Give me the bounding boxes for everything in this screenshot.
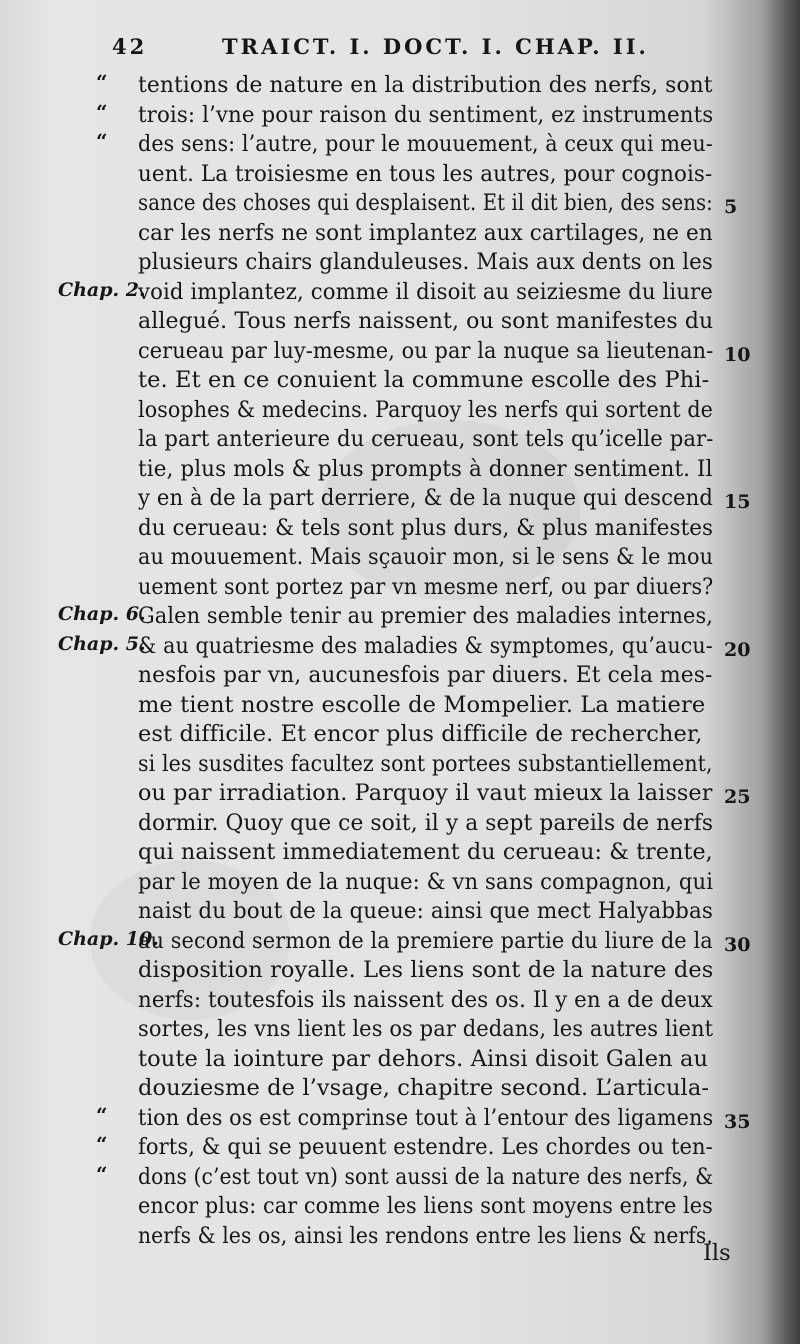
line-text: encor plus: car comme les liens sont moyens entre les — [138, 1193, 713, 1219]
quotation-marker: “ — [96, 1132, 108, 1156]
line-text: y en à de la part derriere, & de la nuque qui descend — [138, 485, 713, 511]
line-text: void implantez, comme il disoit au seiziesme du liure — [138, 278, 713, 305]
line-text: nerfs & les os, ainsi les rendons entre les liens & nerfs. — [138, 1222, 713, 1249]
page-number: 42 — [112, 34, 148, 59]
line-text: & au quatriesme des maladies & symptomes, qu’aucu- — [138, 632, 713, 659]
line-text: cerueau par luy-mesme, ou par la nuque sa lieutenan- — [138, 337, 714, 364]
line-text: douziesme de l’vsage, chapitre second. L’articula- — [138, 1075, 710, 1101]
line-text: nerfs: toutesfois ils naissent des os. Il y en a de deux — [138, 986, 713, 1013]
line-text: toute la iointure par dehors. Ainsi disoit Galen au — [138, 1045, 709, 1072]
line-text: au mouuement. Mais sçauoir mon, si le sens & le mou — [138, 544, 714, 570]
line-text: du cerueau: & tels sont plus durs, & plus manifestes — [138, 514, 714, 541]
line-text: nesfois par vn, aucunesfois par diuers. Et cela mes- — [138, 662, 713, 688]
line-text: forts, & qui se peuuent estendre. Les chordes ou ten- — [138, 1134, 713, 1160]
margin-reference: Chap. 10. — [58, 927, 159, 950]
line-number: 10 — [724, 343, 751, 366]
quotation-marker: “ — [96, 99, 108, 124]
line-number: 5 — [724, 196, 738, 218]
line-text: sortes, les vns lient les os par dedans, les autres lient — [138, 1016, 714, 1042]
line-text: me tient nostre escolle de Mompelier. La matiere — [138, 691, 706, 718]
margin-reference: Chap. 2. — [58, 278, 146, 301]
line-number: 30 — [724, 933, 751, 956]
margin-reference: Chap. 6. — [58, 603, 146, 625]
line-text: uent. La troisiesme en tous les autres, pour cognois- — [138, 160, 713, 187]
line-number: 35 — [724, 1110, 751, 1133]
line-text: des sens: l’autre, pour le mouuement, à ceux qui meu- — [138, 131, 713, 157]
running-title: TRAICT. I. DOCT. I. CHAP. II. — [222, 34, 649, 59]
text-line — [0, 1221, 800, 1255]
line-text: dormir. Quoy que ce soit, il y a sept pareils de nerfs — [138, 809, 714, 836]
line-text: losophes & medecins. Parquoy les nerfs qui sortent de — [138, 396, 713, 423]
line-text: te. Et en ce conuient la commune escolle des Phi- — [138, 367, 710, 393]
line-text: au second sermon de la premiere partie du liure de la — [138, 927, 713, 954]
line-text: disposition royalle. Les liens sont de la nature des — [138, 957, 714, 983]
quotation-marker: “ — [96, 1102, 108, 1127]
quotation-marker: “ — [96, 1161, 108, 1186]
line-number: 15 — [724, 491, 751, 513]
line-text: ou par irradiation. Parquoy il vaut mieux la laisser — [138, 780, 713, 806]
line-text: car les nerfs ne sont implantez aux cartilages, ne en — [138, 219, 713, 246]
margin-reference: Chap. 5. — [58, 632, 146, 655]
line-text: plusieurs chairs glanduleuses. Mais aux dents on les — [138, 249, 713, 275]
line-text: sance des choses qui desplaisent. Et il dit bien, des sens: — [138, 190, 713, 216]
line-text: naist du bout de la queue: ainsi que mect Halyabbas — [138, 898, 713, 924]
line-text: uement sont portez par vn mesme nerf, ou par diuers? — [138, 573, 714, 600]
line-number: 25 — [724, 786, 751, 808]
line-text: tentions de nature en la distribution des nerfs, sont — [138, 72, 713, 98]
line-text: qui naissent immediatement du cerueau: & trente, — [138, 839, 713, 865]
line-text: dons (c’est tout vn) sont aussi de la nature des nerfs, & — [138, 1163, 714, 1190]
line-text: allegué. Tous nerfs naissent, ou sont manifestes du — [138, 308, 714, 334]
quotation-marker: “ — [96, 129, 108, 153]
quotation-marker: “ — [96, 70, 108, 94]
line-text: par le moyen de la nuque: & vn sans compagnon, qui — [138, 868, 714, 895]
line-text: la part anterieure du cerueau, sont tels qu’icelle par- — [138, 426, 714, 452]
line-text: est difficile. Et encor plus difficile de rechercher, — [138, 721, 703, 747]
catchword: Ils — [703, 1240, 731, 1266]
line-number: 20 — [724, 638, 751, 661]
line-text: si les susdites facultez sont portees substantiellement, — [138, 750, 713, 777]
line-text: tie, plus mols & plus prompts à donner sentiment. Il — [138, 455, 713, 482]
line-text: trois: l’vne pour raison du sentiment, ez instruments — [138, 101, 714, 128]
line-text: Galen semble tenir au premier des maladies internes, — [138, 603, 714, 629]
line-text: tion des os est comprinse tout à l’entour des ligamens — [138, 1104, 714, 1131]
running-head — [112, 34, 672, 70]
